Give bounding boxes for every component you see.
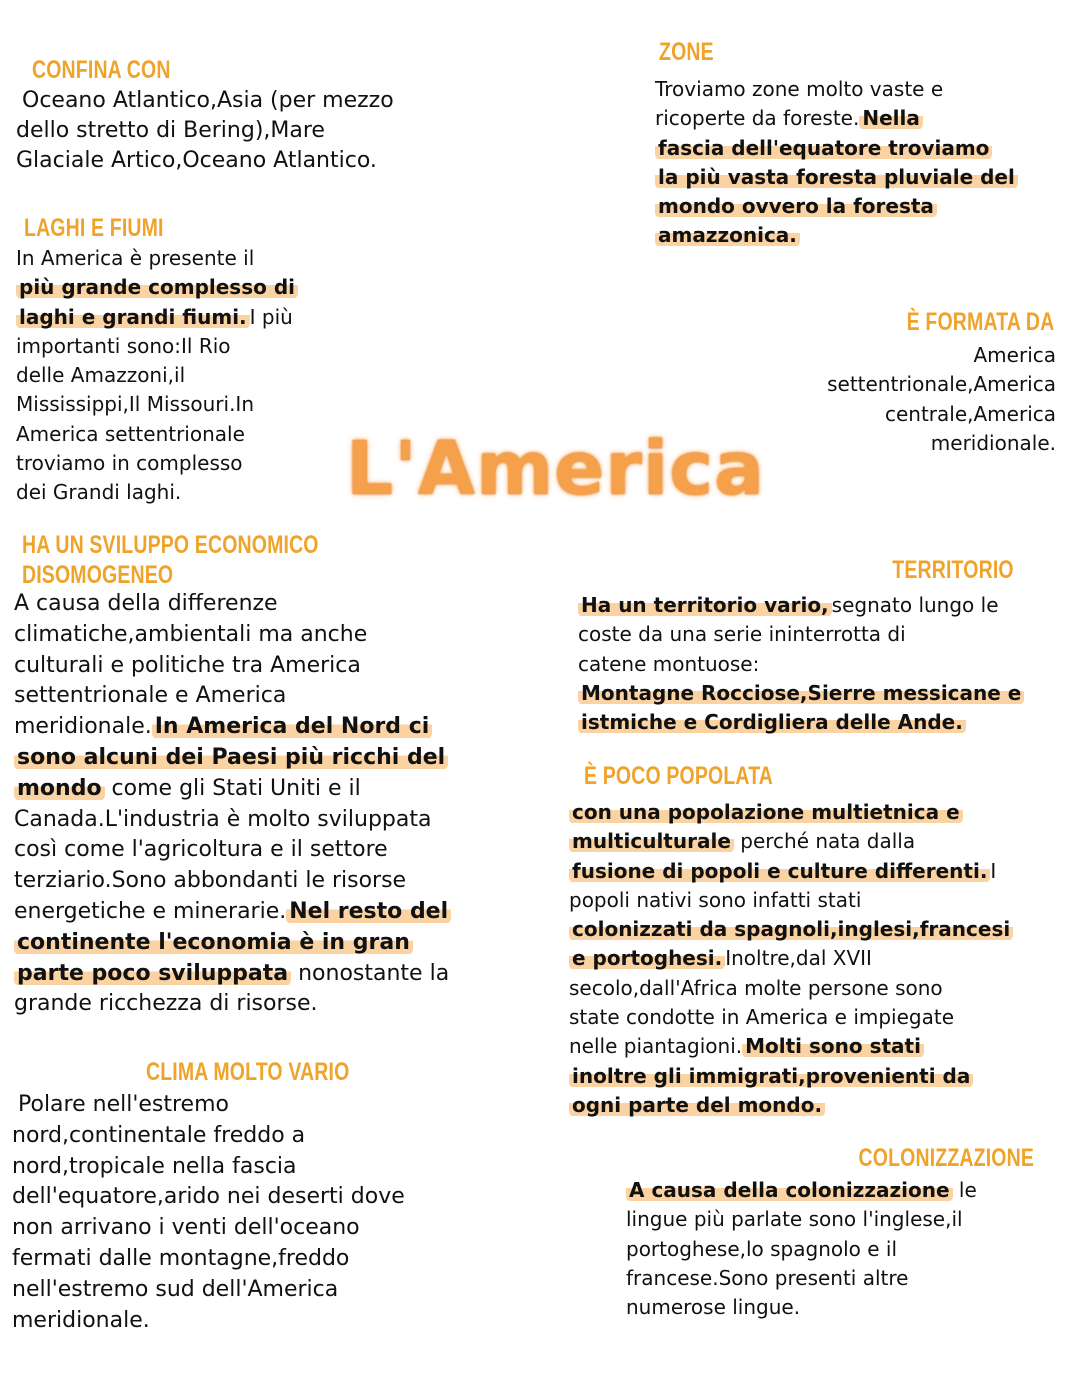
text-line: ricoperte da foreste.	[655, 106, 860, 131]
text-line: nord,continentale freddo a	[12, 1122, 306, 1148]
highlight: laghi e grandi fiumi.	[16, 305, 250, 329]
colonizzazione-text	[626, 1176, 977, 1322]
text-line: meridionale.	[12, 1307, 150, 1333]
laghi-text	[16, 244, 298, 508]
highlight: A causa della colonizzazione	[626, 1178, 953, 1202]
text-line: Inoltre,dal XVII	[725, 946, 872, 971]
highlight: mondo ovvero la foresta	[655, 194, 937, 218]
confina-text	[16, 86, 394, 176]
highlight: fascia dell'equatore troviamo	[655, 136, 992, 160]
territorio-heading: TERRITORIO	[892, 556, 1014, 584]
text-line: non arrivano i venti dell'oceano	[12, 1215, 360, 1241]
text-line: importanti sono:Il Rio	[16, 333, 231, 358]
highlight: amazzonica.	[655, 223, 800, 247]
text-line: settentrionale e America	[14, 683, 287, 709]
text-line: culturali e politiche tra America	[14, 652, 361, 678]
highlight: colonizzati da spagnoli,inglesi,francesi	[569, 917, 1013, 941]
text-line: energetiche e minerarie.	[14, 898, 287, 924]
text-line: I più	[249, 304, 293, 329]
text-line: numerose lingue.	[626, 1295, 801, 1320]
highlight: Montagne Rocciose,Sierre messicane e	[578, 681, 1024, 705]
text-line: Polare nell'estremo	[18, 1092, 229, 1117]
clima-heading: CLIMA MOLTO VARIO	[146, 1058, 350, 1086]
text-line: state condotte in America e impiegate	[569, 1005, 955, 1030]
zone-text	[655, 75, 1018, 251]
text-line: A causa della differenze	[14, 591, 278, 616]
highlight: Molti sono stati	[742, 1034, 924, 1058]
highlight: Ha un territorio vario,	[578, 593, 832, 617]
text-line: lingue più parlate sono l'inglese,il	[626, 1207, 963, 1232]
sviluppo-heading: HA UN SVILUPPO ECONOMICO	[22, 531, 319, 559]
text-line: centrale,America	[884, 401, 1056, 426]
popolata-text	[569, 798, 1013, 1120]
highlight: In America del Nord ci	[152, 714, 433, 739]
text-line: segnato lungo le	[831, 593, 999, 617]
text-line: così come l'agricoltura e il settore	[14, 837, 388, 863]
text-line: In America è presente il	[16, 246, 255, 270]
text-line: settentrionale,America	[827, 372, 1056, 397]
text-line: popoli nativi sono infatti stati	[569, 887, 862, 912]
text-line: dello stretto di Bering),Mare	[16, 118, 325, 143]
text-line: Oceano Atlantico,Asia (per mezzo	[22, 88, 394, 113]
text-line: fermati dalle montagne,freddo	[12, 1245, 350, 1271]
highlight: Nella	[859, 106, 923, 130]
highlight: multiculturale	[569, 829, 734, 853]
highlight: sono alcuni dei Paesi più ricchi del	[14, 745, 448, 770]
sviluppo-text	[14, 589, 451, 1020]
highlight: Nel resto del	[286, 899, 451, 924]
highlight: parte poco sviluppata	[14, 961, 291, 986]
text-line: nelle piantagioni.	[569, 1034, 743, 1059]
text-line: climatiche,ambientali ma anche	[14, 621, 368, 647]
page-title: L'America	[346, 426, 766, 512]
text-line: secolo,dall'Africa molte persone sono	[569, 975, 943, 1000]
text-line: terziario.Sono abbondanti le risorse	[14, 868, 407, 894]
text-line: America settentrionale	[16, 421, 245, 446]
text-line: nell'estremo sud dell'America	[12, 1276, 339, 1302]
formata-heading: È FORMATA DA	[906, 308, 1054, 336]
confina-heading: CONFINA CON	[32, 56, 171, 84]
text-line: Glaciale Artico,Oceano Atlantico.	[16, 148, 377, 173]
text-line: perché nata dalla	[733, 829, 916, 854]
text-line: nonostante la	[291, 960, 450, 986]
highlight: istmiche e Cordigliera delle Ande.	[578, 710, 966, 734]
popolata-heading: È POCO POPOLATA	[584, 762, 774, 790]
highlight: fusione di popoli e culture differenti.	[569, 859, 990, 883]
highlight: con una popolazione multietnica e	[569, 800, 963, 824]
territorio-text	[578, 591, 1024, 737]
highlight: ogni parte del mondo.	[569, 1093, 825, 1117]
laghi-heading: LAGHI E FIUMI	[24, 214, 164, 242]
text-line: meridionale.	[930, 430, 1056, 455]
text-line: I	[990, 858, 997, 883]
text-line: Troviamo zone molto vaste e	[655, 77, 944, 101]
text-line: le	[952, 1178, 977, 1202]
text-line: delle Amazzoni,il	[16, 363, 186, 388]
highlight: inoltre gli immigrati,provenienti da	[569, 1064, 973, 1088]
text-line: troviamo in complesso	[16, 451, 243, 476]
highlight: più grande complesso di	[16, 275, 298, 299]
text-line: nord,tropicale nella fascia	[12, 1153, 297, 1179]
text-line: dei Grandi laghi.	[16, 480, 182, 505]
text-line: meridionale.	[14, 714, 152, 740]
text-line: America	[973, 343, 1056, 367]
text-line: come gli Stati Uniti e il	[104, 775, 361, 801]
text-line: francese.Sono presenti altre	[626, 1265, 909, 1290]
sviluppo-heading-2: DISOMOGENEO	[22, 561, 174, 589]
highlight: continente l'economia è in gran	[14, 930, 413, 955]
formata-text	[827, 341, 1056, 458]
clima-text	[12, 1090, 405, 1336]
text-line: grande ricchezza di risorse.	[14, 991, 318, 1017]
text-line: Canada.L'industria è molto sviluppata	[14, 806, 432, 832]
text-line: catene montuose:	[578, 651, 760, 676]
colonizzazione-heading: COLONIZZAZIONE	[858, 1144, 1034, 1172]
text-line: coste da una serie ininterrotta di	[578, 622, 906, 647]
text-line: dell'equatore,arido nei deserti dove	[12, 1184, 405, 1210]
highlight: e portoghesi.	[569, 946, 725, 970]
highlight: la più vasta foresta pluviale del	[655, 165, 1018, 189]
text-line: portoghese,lo spagnolo e il	[626, 1236, 898, 1261]
highlight: mondo	[14, 776, 105, 801]
zone-heading: ZONE	[659, 38, 714, 66]
text-line: Mississippi,Il Missouri.In	[16, 392, 254, 417]
